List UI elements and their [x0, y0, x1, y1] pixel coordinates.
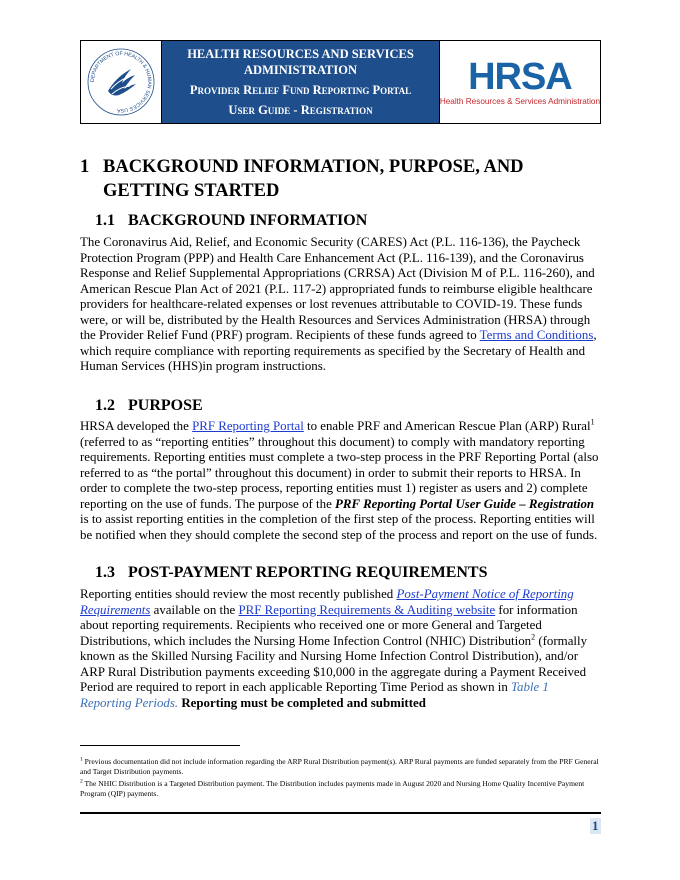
terms-and-conditions-link[interactable]: Terms and Conditions — [479, 328, 594, 342]
footnote-1: $^1$ Previous documentation did not include information regarding the ARP Rural Distribution payment(s). ARP Rural payments are funded separately from the PRF General and Target Distribution payments. — [80, 756, 599, 776]
section-1-3-heading — [95, 563, 488, 583]
hrsa-logo — [439, 41, 600, 123]
portal-title: Provider Relief Fund Reporting Portal — [189, 83, 412, 97]
table-1-reference-link[interactable]: Table 1 Reporting Periods. — [80, 680, 549, 710]
section-title: PURPOSE — [128, 397, 203, 414]
agency-title: HEALTH RESOURCES AND SERVICES ADMINISTRATION — [187, 47, 414, 77]
post-payment-notice-link[interactable]: Post-Payment Notice of Reporting Requirements — [80, 587, 574, 617]
footer-rule — [80, 812, 601, 814]
section-title: BACKGROUND INFORMATION — [128, 212, 368, 229]
bold-requirement-text: Reporting must be completed and submitted — [181, 695, 426, 710]
guide-title: User Guide - Registration — [228, 103, 373, 117]
footnote-ref-2: 2 — [531, 632, 536, 642]
guide-title-emphasis: PRF Reporting Portal User Guide – Registration — [335, 496, 595, 511]
hhs-seal-icon — [86, 47, 156, 117]
section-number: 1 — [80, 157, 90, 177]
hhs-seal-cell — [81, 41, 162, 123]
reporting-requirements-paragraph: Reporting entities should review the most recently published Post-Payment Notice of Reporting Requirements available on the PRF Reporting Requirements & Auditing website for information about reporting requirements. Recipients who received one or more General and Targeted Distributions, which includes the Nursing Home Infection Control (NHIC) Distribution$^2$ (formally known as the Skilled Nursing Facility and Nursing Home Infection Control Distribution), and/or ARP Rural Distribution payments exceeding $10,000 in the aggregate during a Payment Received Period are required to report in each applicable Reporting Time Period as shown in Table 1 Reporting Periods. Reporting must be completed and submitted — [80, 587, 588, 710]
hrsa-logo-subtitle: Health Resources & Services Administration — [439, 97, 600, 106]
footnote-ref-1: 1 — [590, 417, 595, 427]
section-1-heading — [80, 155, 605, 203]
section-number: 1.3 — [95, 564, 115, 581]
prf-reporting-portal-link[interactable]: PRF Reporting Portal — [192, 419, 304, 433]
footnote-2: $^2$ The NHIC Distribution is a Targeted Distribution payment. The Distribution includes payments made in August 2020 and Nursing Home Quality Incentive Payment Program (QIP) payments. — [80, 778, 585, 798]
header-title-block — [162, 41, 439, 123]
hrsa-logo-word: HRSA — [468, 56, 572, 98]
section-title: POST-PAYMENT REPORTING REQUIREMENTS — [128, 564, 488, 581]
section-1-1-heading — [95, 211, 367, 231]
background-paragraph: The Coronavirus Aid, Relief, and Economic Security (CARES) Act (P.L. 116-136), the Paycheck Protection Program (PPP) and Health Care Enhancement Act (P.L. 116-139), and the Coronavirus Response and Relief Supplemental Appropriations (CRRSA) Act (Division M of P.L. 116-260), and American Rescue Plan Act of 2021 (P.L. 117-2) appropriated funds to reimburse eligible healthcare providers for healthcare-related expenses or lost revenues attributable to COVID-19. These funds were, or will be, distributed by the Health Resources and Services Administration (HRSA) through the Provider Relief Fund (PRF) program. Recipients of these funds agreed to Terms and Conditions, which require compliance with reporting requirements as specified by the Secretary of Health and Human Services (HHS)in program instructions. — [80, 235, 597, 373]
svg-text:DEPARTMENT OF HEALTH & HUMAN S: DEPARTMENT OF HEALTH & HUMAN SERVICES USA — [90, 50, 153, 114]
document-header — [80, 40, 601, 124]
section-title: BACKGROUND INFORMATION, PURPOSE, AND GETTING STARTED — [103, 157, 524, 201]
section-number: 1.1 — [95, 212, 115, 229]
reporting-requirements-website-link[interactable]: PRF Reporting Requirements & Auditing website — [238, 602, 496, 617]
section-number: 1.2 — [95, 397, 115, 414]
section-1-2-heading — [95, 396, 203, 416]
page-number: 1 — [592, 818, 599, 833]
purpose-paragraph: HRSA developed the PRF Reporting Portal to enable PRF and American Rescue Plan (ARP) Rural$^1$ (referred to as “reporting entities” throughout this document) to comply with mandatory reporting requirements. Reporting entities must complete a two-step process in the PRF Reporting Portal (also referred to as “the portal” throughout this document) in order to submit their reports to HRSA. In order to complete the two-step process, reporting entities must 1) register as users and 2) complete reporting on the use of funds. The purpose of the PRF Reporting Portal User Guide – Registration is to assist reporting entities in the completion of the first step of the process. Reporting entities will be notified when they should complete the second step of the process and report on the use of funds. — [80, 417, 599, 542]
footnote-separator — [80, 745, 240, 746]
